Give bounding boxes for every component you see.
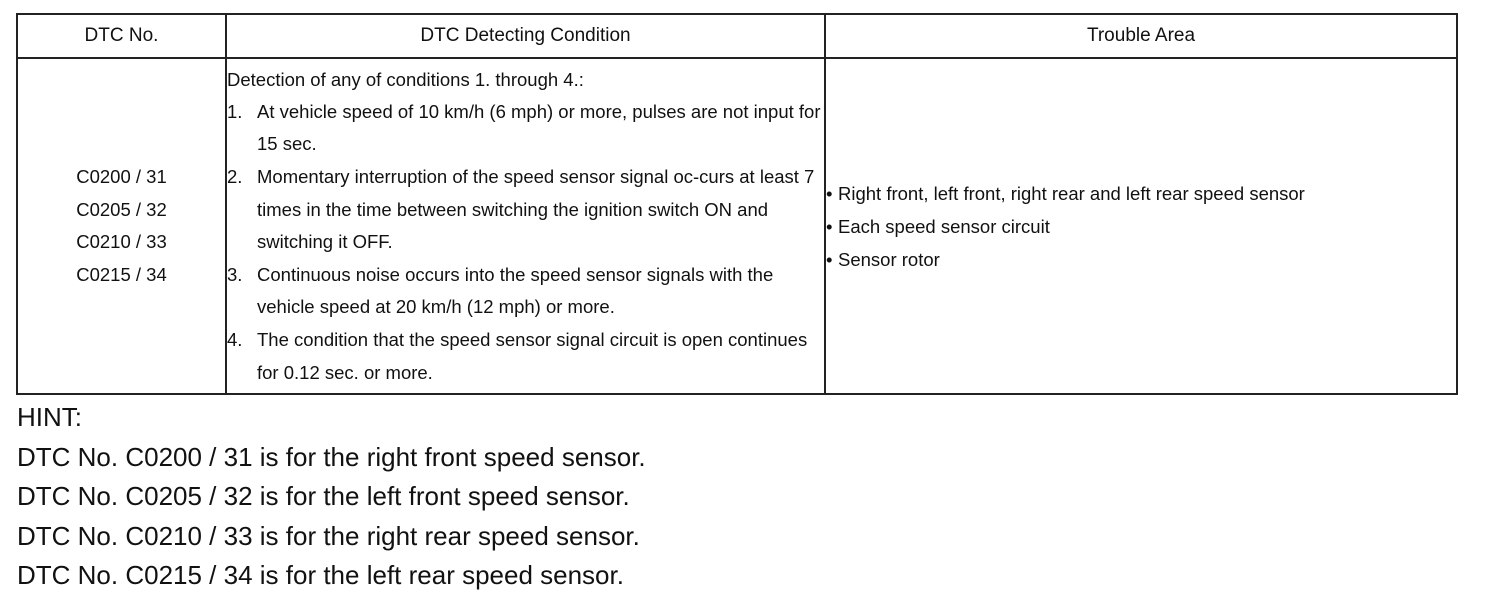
hint-line: DTC No. C0205 / 32 is for the left front speed sensor. xyxy=(17,481,630,511)
condition-number: 3. xyxy=(227,263,243,285)
trouble-area-text: Right front, left front, right rear and left rear speed sensor xyxy=(838,182,1305,204)
detecting-condition-cell xyxy=(226,58,825,394)
condition-text: The condition that the speed sensor signal circuit is open continues for 0.12 sec. or more. xyxy=(257,328,808,383)
trouble-area-text: Each speed sensor circuit xyxy=(838,215,1050,237)
hint-line: DTC No. C0200 / 31 is for the right front speed sensor. xyxy=(17,441,646,472)
dtc-code: C0200 / 31 xyxy=(76,166,167,187)
condition-item xyxy=(227,324,824,389)
header-dtc-no: DTC No. xyxy=(17,14,226,58)
dtc-codes-cell xyxy=(17,58,226,394)
dtc-code: C0205 / 32 xyxy=(76,198,167,220)
condition-text: Momentary interruption of the speed sensor signal oc-curs at least 7 times in the time between switching the ignition switch ON and switching it OFF. xyxy=(257,166,815,253)
trouble-area-item xyxy=(826,177,1456,210)
table-header-row xyxy=(17,14,1457,58)
condition-text: At vehicle speed of 10 km/h (6 mph) or more, pulses are not input for 15 sec. xyxy=(257,100,821,155)
trouble-area-item xyxy=(826,210,1456,243)
condition-text: Continuous noise occurs into the speed sensor signals with the vehicle speed at 20 km/h (12 mph) or more. xyxy=(257,263,774,318)
condition-item xyxy=(227,259,824,324)
condition-number: 1. xyxy=(227,100,243,122)
dtc-code: C0215 / 34 xyxy=(76,263,167,285)
hint-section xyxy=(17,398,646,596)
dtc-table xyxy=(16,13,1458,395)
condition-item xyxy=(227,161,824,259)
hint-line: DTC No. C0210 / 33 is for the right rear speed sensor. xyxy=(17,520,640,551)
condition-list xyxy=(227,96,824,389)
trouble-area-item xyxy=(826,243,1456,276)
hint-title: HINT: xyxy=(17,402,82,432)
hint-line: DTC No. C0215 / 34 is for the left rear speed sensor. xyxy=(17,560,624,590)
condition-number: 4. xyxy=(227,328,243,350)
condition-number: 2. xyxy=(227,166,243,188)
bullet-icon: • xyxy=(826,248,833,270)
trouble-area-cell xyxy=(825,58,1457,394)
bullet-icon: • xyxy=(826,182,833,204)
condition-item xyxy=(227,96,824,161)
dtc-code: C0210 / 33 xyxy=(76,231,167,252)
header-trouble-area: Trouble Area xyxy=(825,14,1457,58)
header-detecting-condition: DTC Detecting Condition xyxy=(226,14,825,58)
condition-intro: Detection of any of conditions 1. through 4.: xyxy=(227,68,584,90)
table-row xyxy=(17,58,1457,394)
bullet-icon: • xyxy=(826,215,833,237)
trouble-area-text: Sensor rotor xyxy=(838,248,940,270)
